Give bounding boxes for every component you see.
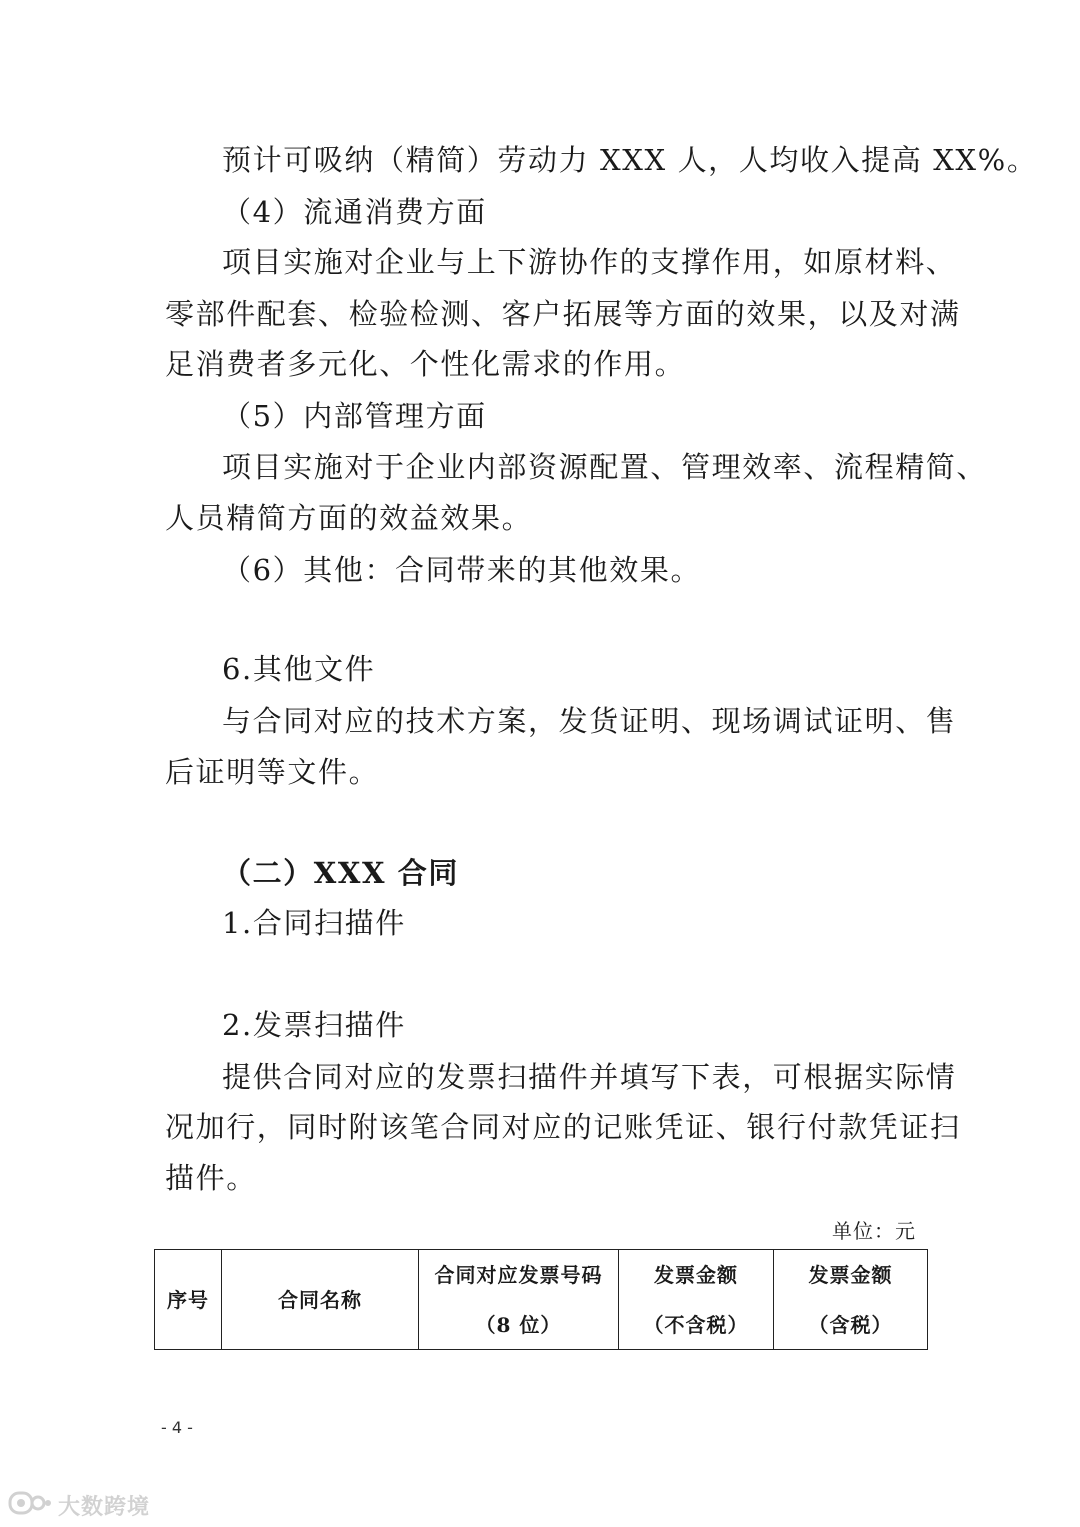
contract-scan-title: 1.合同扫描件 <box>222 906 406 940</box>
other-files-title: 6.其他文件 <box>222 652 376 686</box>
table-header-row <box>155 1250 928 1350</box>
invoice-scan-title: 2.发票扫描件 <box>222 1008 406 1042</box>
section-6-line: （6）其他：合同带来的其他效果。 <box>222 553 702 587</box>
labor-absorption-line: 预计可吸纳（精简）劳动力 XXX 人，人均收入提高 XX%。 <box>222 143 1038 177</box>
section-5-paragraph-line-1: 项目实施对于企业内部资源配置、管理效率、流程精简、 <box>222 450 988 484</box>
column-header-amount-incl-tax-line-1: 发票金额 <box>808 1262 893 1287</box>
column-header-amount-excl-tax-line-2: （不含税） <box>643 1312 749 1337</box>
page-number: - 4 - <box>161 1418 193 1437</box>
column-header-invoice-number <box>419 1250 619 1350</box>
column-header-amount-incl-tax <box>774 1250 928 1350</box>
section-4-paragraph-line-2: 零部件配套、检验检测、客户拓展等方面的效果，以及对满 <box>165 297 961 331</box>
column-header-invoice-number-line-1: 合同对应发票号码 <box>434 1262 603 1287</box>
column-header-contract-name-label: 合同名称 <box>278 1287 362 1312</box>
section-5-title: （5）内部管理方面 <box>222 399 487 433</box>
invoice-paragraph-line-3: 描件。 <box>165 1161 257 1195</box>
other-files-paragraph-line-2: 后证明等文件。 <box>165 755 380 789</box>
column-header-invoice-number-line-2: （8 位） <box>475 1312 562 1337</box>
unit-label: 单位：元 <box>832 1219 916 1243</box>
invoice-table <box>154 1249 928 1350</box>
section-5-paragraph-line-2: 人员精简方面的效益效果。 <box>165 501 533 535</box>
column-header-contract-name <box>222 1250 419 1350</box>
column-header-amount-excl-tax-line-1: 发票金额 <box>654 1262 738 1287</box>
section-4-title: （4）流通消费方面 <box>222 195 487 229</box>
column-header-amount-incl-tax-line-2: （含税） <box>808 1312 893 1337</box>
section-4-paragraph-line-3: 足消费者多元化、个性化需求的作用。 <box>165 347 686 381</box>
invoice-paragraph-line-1: 提供合同对应的发票扫描件并填写下表，可根据实际情 <box>222 1060 957 1094</box>
invoice-paragraph-line-2: 况加行，同时附该笔合同对应的记账凭证、银行付款凭证扫 <box>165 1110 961 1144</box>
section-4-paragraph-line-1: 项目实施对企业与上下游协作的支撑作用，如原材料、 <box>222 245 957 279</box>
brand-logo-icon <box>8 1489 52 1521</box>
watermark-text: 大数跨境 <box>58 1494 151 1520</box>
column-header-seq-label: 序号 <box>167 1287 209 1312</box>
watermark <box>8 1490 150 1520</box>
column-header-amount-excl-tax <box>619 1250 774 1350</box>
other-files-paragraph-line-1: 与合同对应的技术方案，发货证明、现场调试证明、售 <box>222 704 957 738</box>
contract-heading: （二）XXX 合同 <box>222 856 459 890</box>
column-header-seq <box>155 1250 222 1350</box>
